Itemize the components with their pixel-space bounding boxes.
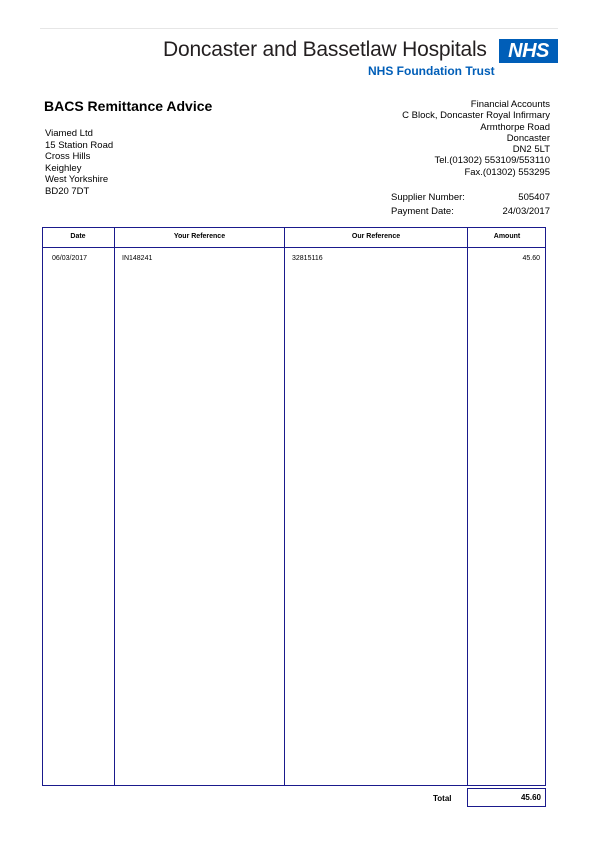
total-value: 45.60 xyxy=(520,793,541,802)
supplier-address-line: Cross Hills xyxy=(45,151,91,163)
document-title: BACS Remittance Advice xyxy=(44,98,213,114)
issuer-address-line: Tel.(01302) 553109/553110 xyxy=(434,155,550,167)
org-name: Doncaster and Bassetlaw Hospitals xyxy=(163,38,487,61)
supplier-number-value: 505407 xyxy=(518,192,550,203)
column-header-our-reference: Our Reference xyxy=(351,233,401,240)
supplier-address-line: Keighley xyxy=(45,162,82,174)
issuer-address-line: DN2 5LT xyxy=(512,144,550,156)
row-amount: 45.60 xyxy=(522,255,540,262)
issuer-address-line: Doncaster xyxy=(506,132,550,144)
issuer-address-line: Armthorpe Road xyxy=(480,121,550,133)
column-header-amount: Amount xyxy=(493,233,521,240)
supplier-address-line: 15 Station Road xyxy=(45,139,114,151)
org-trust-name: NHS Foundation Trust xyxy=(368,64,495,78)
top-rule xyxy=(40,28,558,29)
supplier-address-line: Viamed Ltd xyxy=(45,128,93,139)
issuer-address-line: Fax.(01302) 553295 xyxy=(464,166,550,178)
supplier-number-row xyxy=(391,192,550,203)
issuer-address-line: Financial Accounts xyxy=(470,99,550,110)
nhs-logo: NHS xyxy=(499,39,558,63)
column-divider xyxy=(467,227,468,786)
supplier-address-line: BD20 7DT xyxy=(45,185,90,197)
payment-date-label: Payment Date: xyxy=(391,206,454,217)
issuer-address xyxy=(402,99,550,178)
table-header-divider xyxy=(42,247,546,248)
row-our-reference: 32815116 xyxy=(292,255,323,262)
issuer-address-line: C Block, Doncaster Royal Infirmary xyxy=(402,110,550,122)
column-divider xyxy=(284,227,285,786)
remittance-table xyxy=(42,227,546,786)
supplier-address-line: West Yorkshire xyxy=(45,174,109,186)
row-date: 06/03/2017 xyxy=(52,255,88,262)
payment-date-value: 24/03/2017 xyxy=(502,206,550,217)
total-label: Total xyxy=(433,794,452,803)
column-divider xyxy=(114,227,115,786)
supplier-number-label: Supplier Number: xyxy=(391,192,465,203)
column-header-your-reference: Your Reference xyxy=(173,233,226,240)
payment-date-row xyxy=(391,206,550,217)
supplier-address xyxy=(45,128,113,198)
row-your-reference: IN148241 xyxy=(122,255,153,262)
column-header-date: Date xyxy=(70,233,86,240)
